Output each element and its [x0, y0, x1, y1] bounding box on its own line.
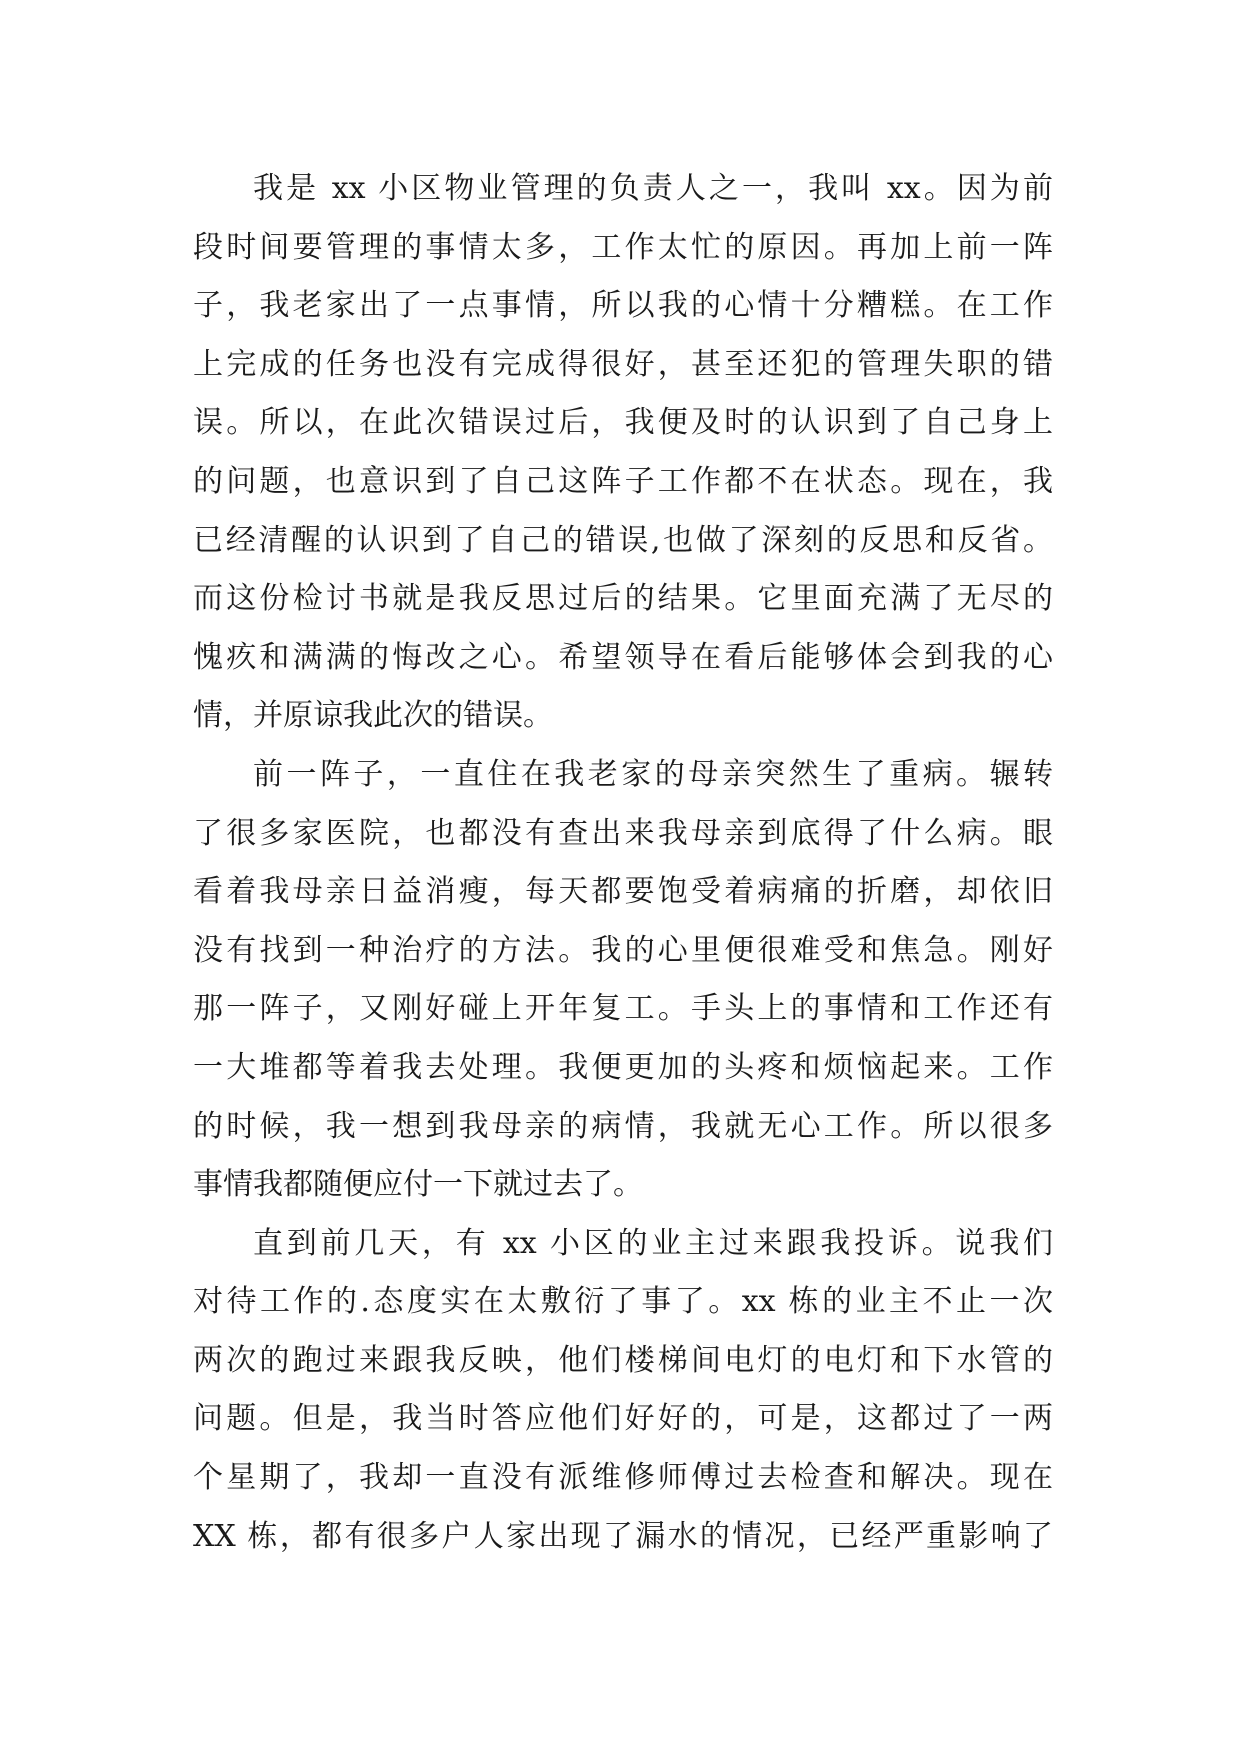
text-line: 而这份检讨书就是我反思过后的结果。它里面充满了无尽的 — [193, 581, 1053, 617]
text-line: 的时候，我一想到我母亲的病情，我就无心工作。所以很多 — [193, 1108, 1053, 1144]
text-line: 对待工作的.态度实在太敷衍了事了。xx 栋的业主不止一次 — [193, 1284, 1053, 1320]
text-line: 问题。但是，我当时答应他们好好的，可是，这都过了一两 — [193, 1401, 1053, 1437]
text-line: 个星期了，我却一直没有派维修师傅过去检查和解决。现在 — [193, 1460, 1053, 1496]
text-line: 一大堆都等着我去处理。我便更加的头疼和烦恼起来。工作 — [193, 1049, 1053, 1085]
text-line: 上完成的任务也没有完成得很好，甚至还犯的管理失职的错 — [193, 346, 1053, 382]
text-line: 误。所以，在此次错误过后，我便及时的认识到了自己身上 — [193, 405, 1053, 441]
text-line: 的问题，也意识到了自己这阵子工作都不在状态。现在，我 — [193, 463, 1053, 499]
text-line: 没有找到一种治疗的方法。我的心里便很难受和焦急。刚好 — [193, 932, 1053, 968]
text-line: 了很多家医院，也都没有查出来我母亲到底得了什么病。眼 — [193, 815, 1053, 851]
paragraph-1 — [193, 160, 1053, 746]
text-line: 段时间要管理的事情太多，工作太忙的原因。再加上前一阵 — [193, 229, 1053, 265]
paragraph-3 — [193, 1215, 1053, 1567]
text-line: 两次的跑过来跟我反映，他们楼梯间电灯的电灯和下水管的 — [193, 1342, 1053, 1378]
text-line: 情，并原谅我此次的错误。 — [193, 698, 553, 734]
paragraph-2 — [193, 746, 1053, 1215]
text-line: 前一阵子，一直住在我老家的母亲突然生了重病。辗转 — [253, 756, 1053, 792]
text-line: XX 栋，都有很多户人家出现了漏水的情况，已经严重影响了 — [193, 1518, 1053, 1554]
text-line: 子，我老家出了一点事情，所以我的心情十分糟糕。在工作 — [193, 288, 1053, 324]
text-line: 那一阵子，又刚好碰上开年复工。手头上的事情和工作还有 — [193, 991, 1053, 1027]
text-line: 直到前几天，有 xx 小区的业主过来跟我投诉。说我们 — [253, 1225, 1053, 1261]
text-line: 看着我母亲日益消瘦，每天都要饱受着病痛的折磨，却依旧 — [193, 874, 1053, 910]
text-line: 事情我都随便应付一下就过去了。 — [193, 1167, 643, 1203]
text-line: 我是 xx 小区物业管理的负责人之一，我叫 xx。因为前 — [253, 171, 1053, 206]
document-body — [193, 160, 1053, 1566]
text-line: 愧疚和满满的悔改之心。希望领导在看后能够体会到我的心 — [193, 639, 1053, 675]
text-line: 已经清醒的认识到了自己的错误,也做了深刻的反思和反省。 — [193, 522, 1053, 558]
